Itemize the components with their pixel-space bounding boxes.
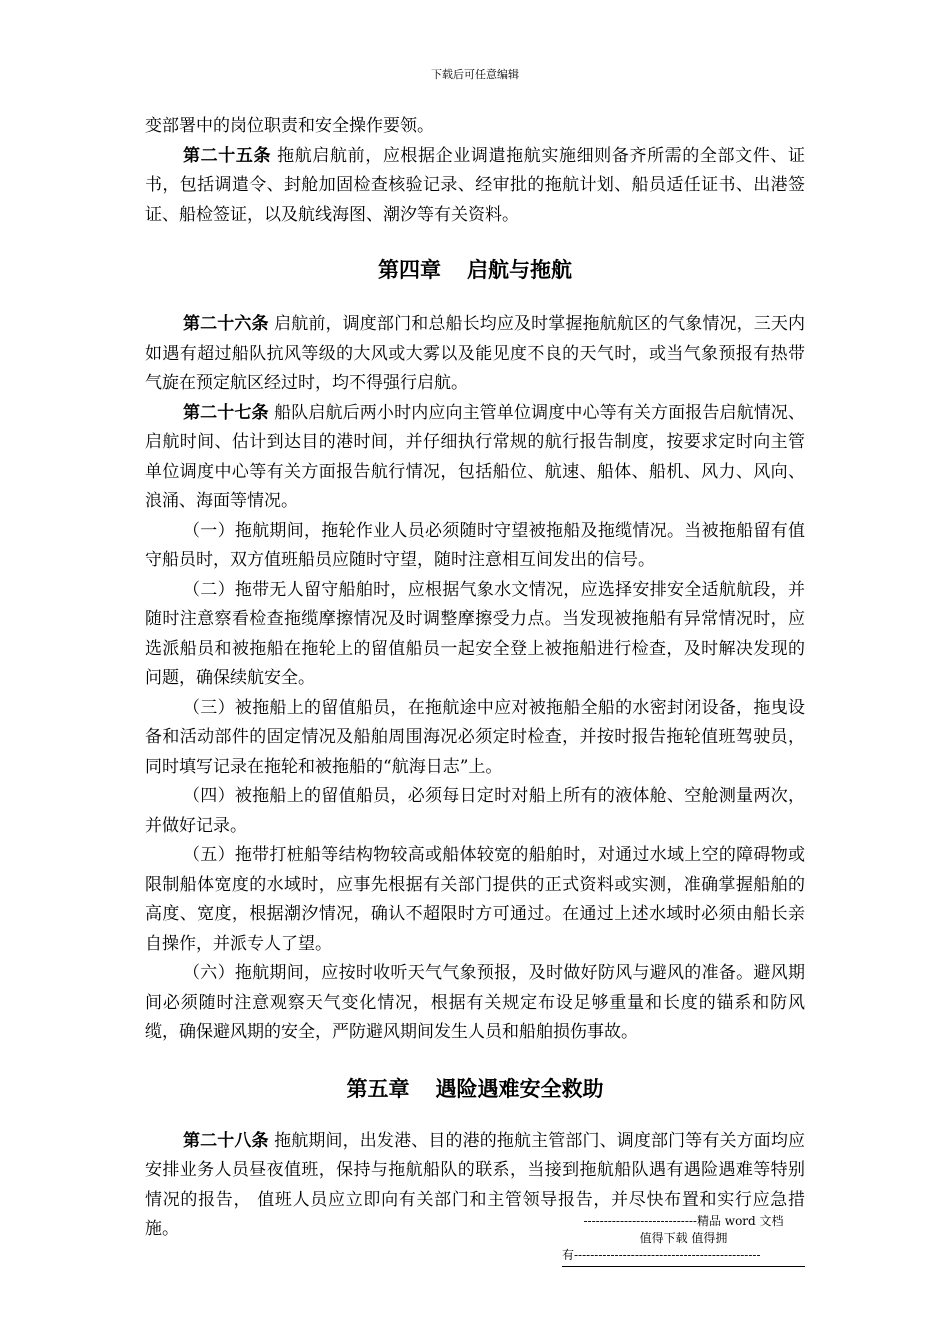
footer-line-3: 有---------------------------------------------- xyxy=(562,1247,805,1267)
chapter-title: 遇险遇难安全救助 xyxy=(435,1075,604,1101)
document-body xyxy=(145,112,805,1245)
article-27 xyxy=(145,399,805,517)
chapter-number: 第五章 xyxy=(346,1075,410,1101)
article-25 xyxy=(145,142,805,231)
page-footer xyxy=(562,1213,805,1267)
page-header: 下载后可任意编辑 xyxy=(431,68,519,81)
clause-6: （六）拖航期间，应按时收听天气气象预报，及时做好防风与避风的准备。避风期间必须随时注意观察天气变化情况，根据有关规定布设足够重量和长度的锚系和防风缆，确保避风期的安全，严防避风期间发生人员和船舶损伤事故。 xyxy=(145,963,805,1042)
footer-line-2: 值得下载 值得拥 xyxy=(639,1231,728,1245)
article-text: 拖航期间，出发港、目的港的拖航主管部门、调度部门等有关方面均应安排业务人员昼夜值班，保持与拖航船队的联系，当接到拖航船队遇有遇险遇难等特别情况的报告， 值班人员应立即向有关部门和主管领导报告，并尽快布置和实行应急措施。 xyxy=(145,1130,805,1239)
clause-5: （五）拖带打桩船等结构物较高或船体较宽的船舶时，对通过水域上空的障碍物或限制船体宽度的水域时，应事先根据有关部门提供的正式资料或实测，准确掌握船舶的高度、宽度，根据潮汐情况，确认不超限时方可通过。在通过上述水域时必须由船长亲自操作，并派专人了望。 xyxy=(145,845,805,954)
chapter-heading-4 xyxy=(145,254,805,284)
clause-1: （一）拖航期间，拖轮作业人员必须随时守望被拖船及拖缆情况。当被拖船留有值守船员时，双方值班船员应随时守望，随时注意相互间发出的信号。 xyxy=(145,520,805,570)
chapter-heading-5 xyxy=(145,1073,805,1103)
article-number: 第二十七条 xyxy=(183,402,269,423)
paragraph-continuation: 变部署中的岗位职责和安全操作要领。 xyxy=(145,116,434,136)
article-text: 拖航启航前，应根据企业调遣拖航实施细则备齐所需的全部文件、证书，包括调遣令、封舱加固检查核验记录、经审批的拖航计划、船员适任证书、出港签证、船检签证，以及航线海图、潮汐等有关资料。 xyxy=(145,145,806,225)
article-number: 第二十六条 xyxy=(183,314,269,334)
article-text: 船队启航后两小时内应向主管单位调度中心等有关方面报告启航情况、启航时间、估计到达目的港时间，并仔细执行常规的航行报告制度，按要求定时向主管单位调度中心等有关方面报告航行情况，包括船位、航速、船体、船机、风力、风向、浪涌、海面等情况。 xyxy=(145,402,805,511)
article-number: 第二十五条 xyxy=(183,145,272,166)
clause-3: （三）被拖船上的留值船员，在拖航途中应对被拖船全船的水密封闭设备，拖曳设备和活动部件的固定情况及船舶周围海况必须定时检查，并按时报告拖轮值班驾驶员，同时填写记录在拖轮和被拖船的“航海日志”上。 xyxy=(145,697,805,777)
chapter-title: 启航与拖航 xyxy=(467,257,572,282)
clause-4: （四）被拖船上的留值船员，必须每日定时对船上所有的液体舱、空舱测量两次，并做好记录。 xyxy=(145,786,805,836)
article-number: 第二十八条 xyxy=(183,1130,269,1151)
article-text: 启航前，调度部门和总船长均应及时掌握拖航航区的气象情况，三天内如遇有超过船队抗风等级的大风或大雾以及能见度不良的天气时，或当气象预报有热带气旋在预定航区经过时，均不得强行启航。 xyxy=(145,314,805,393)
clause-2: （二）拖带无人留守船舶时，应根据气象水文情况，应选择安排安全适航航段，并随时注意察看检查拖缆摩擦情况及时调整摩擦受力点。当发现被拖船有异常情况时，应选派船员和被拖船在拖轮上的留值船员一起安全登上被拖船进行检查，及时解决发现的问题，确保续航安全。 xyxy=(145,579,805,688)
footer-line-1: ----------------------------精品 word 文档 xyxy=(583,1214,784,1228)
article-26 xyxy=(145,310,805,399)
chapter-number: 第四章 xyxy=(378,257,441,282)
